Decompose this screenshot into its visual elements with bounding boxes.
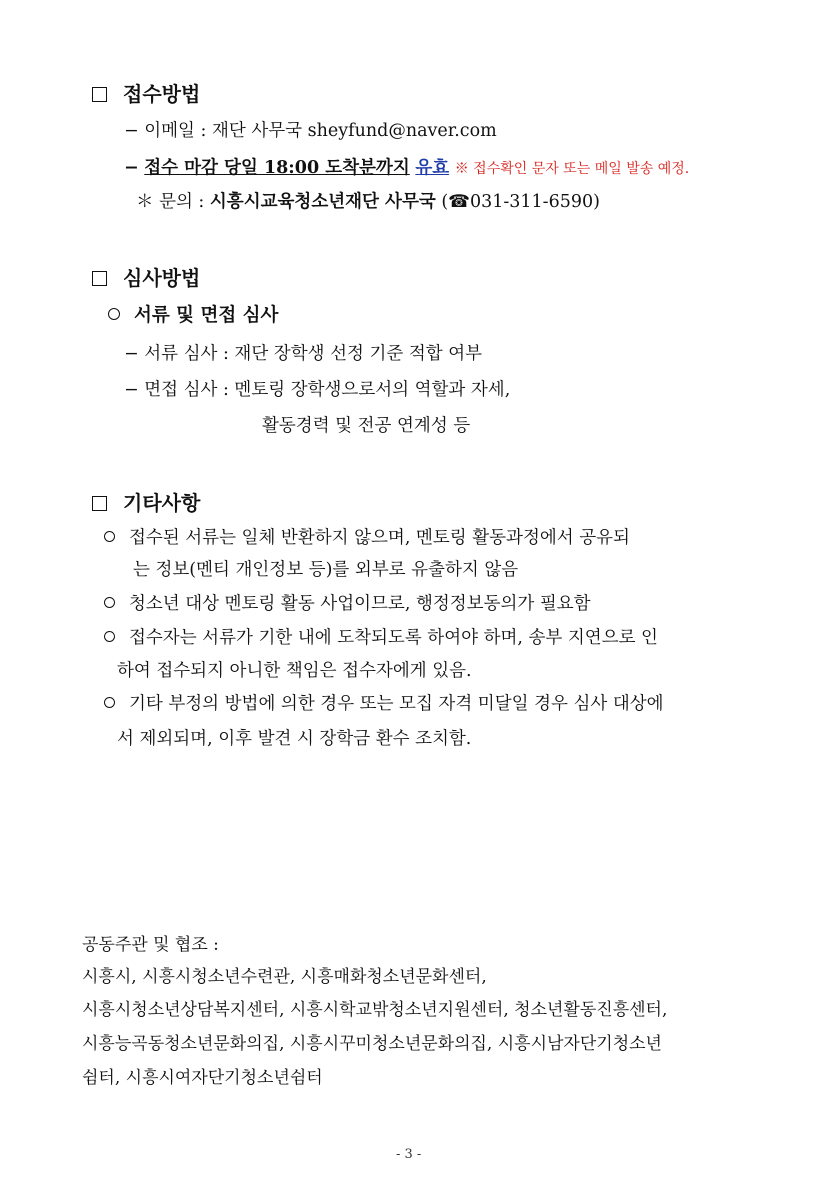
other-item-2 (104, 590, 591, 615)
inquiry-org: 시흥시교육청소년재단 사무국 (209, 192, 436, 212)
subheading-text: 서류 및 면접 심사 (134, 305, 279, 326)
section-heading-other (92, 487, 200, 516)
email-line: − 이메일 : 재단 사무국 sheyfund@naver.com (124, 121, 497, 141)
circle-bullet-icon (104, 597, 115, 608)
inquiry-phone: (☎031-311-6590) (441, 192, 600, 212)
item-text: 접수자는 서류가 기한 내에 도착되도록 하여야 하며, 송부 지연으로 인 (129, 628, 658, 648)
item-text: 접수된 서류는 일체 반환하지 않으며, 멘토링 활동과정에서 공유되 (129, 528, 630, 548)
deadline-dash: − (124, 158, 139, 178)
item-text: 기타 부정의 방법에 의한 경우 또는 모집 자격 미달일 경우 심사 대상에 (129, 694, 664, 714)
item-text: 청소년 대상 멘토링 활동 사업이므로, 행정정보동의가 필요함 (129, 594, 591, 614)
other-item-3-cont: 하여 접수되지 아니한 책임은 접수자에게 있음. (117, 661, 472, 681)
inquiry-line (136, 188, 600, 213)
other-item-1 (104, 524, 630, 549)
cohost-line-2: 시흥시청소년상담복지센터, 시흥시학교밖청소년지원센터, 청소년활동진흥센터, (82, 1000, 668, 1020)
heading-text: 심사방법 (123, 266, 201, 290)
section-heading-reception (92, 78, 200, 107)
section-heading-review (92, 262, 200, 291)
heading-text: 접수방법 (123, 82, 201, 106)
review-subheading (108, 301, 278, 327)
inquiry-prefix: ＊ 문의 : (136, 192, 210, 212)
square-bullet-icon (92, 496, 107, 511)
deadline-main: 접수 마감 당일 18:00 도착분까지 (144, 158, 410, 178)
interview-review-line: − 면접 심사 : 멘토링 장학생으로서의 역할과 자세, (124, 380, 511, 400)
interview-review-cont: 활동경력 및 전공 연계성 등 (262, 416, 471, 436)
other-item-1-cont: 는 정보(멘티 개인정보 등)를 외부로 유출하지 않음 (133, 560, 519, 580)
circle-bullet-icon (104, 531, 115, 542)
square-bullet-icon (92, 271, 107, 286)
cohost-line-3: 시흥능곡동청소년문화의집, 시흥시꾸미청소년문화의집, 시흥시남자단기청소년 (82, 1034, 662, 1054)
page-number: - 3 - (396, 1147, 422, 1162)
cohost-line-4: 쉼터, 시흥시여자단기청소년쉼터 (82, 1068, 323, 1088)
other-item-4 (104, 690, 664, 715)
circle-bullet-icon (104, 631, 115, 642)
cohost-line-1: 시흥시, 시흥시청소년수련관, 시흥매화청소년문화센터, (82, 967, 487, 987)
doc-review-line: − 서류 심사 : 재단 장학생 선정 기준 적합 여부 (124, 344, 483, 364)
circle-bullet-icon (108, 308, 120, 320)
square-bullet-icon (92, 87, 107, 102)
heading-text: 기타사항 (123, 491, 201, 515)
other-item-3 (104, 624, 658, 649)
deadline-valid: 유효 (415, 158, 450, 178)
cohost-label: 공동주관 및 협조 : (82, 935, 219, 955)
deadline-line (124, 154, 689, 179)
deadline-note: ※ 접수확인 문자 또는 메일 발송 예정. (454, 161, 690, 177)
circle-bullet-icon (104, 697, 115, 708)
other-item-4-cont: 서 제외되며, 이후 발견 시 장학금 환수 조치함. (117, 729, 472, 749)
